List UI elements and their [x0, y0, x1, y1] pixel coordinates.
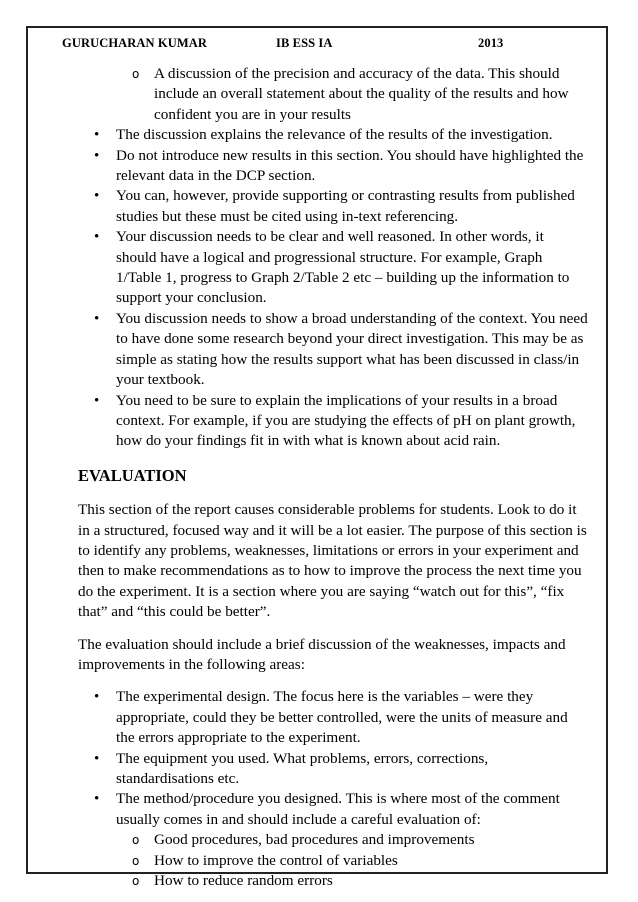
paragraph: This section of the report causes considerable problems for students. Look to do it in a structured, focused way and it will be a lot easier. The purpose of this section is to identify any problems, weaknesses, limitations or errors in your experiment and then to make recommendations as to how to improve the process the next time you do the experiment. It is a section where you are saying “watch out for this”, “fix that” and “this could be better”. — [78, 501, 587, 621]
bullet-icon: • — [94, 147, 100, 164]
list-item — [78, 227, 588, 309]
list-item-text: Do not introduce new results in this section. You should have highlighted the relevant data in the DCP section. — [116, 146, 584, 185]
circle-bullet-icon: o — [132, 853, 140, 868]
sub-list-item — [78, 830, 588, 850]
list-item — [78, 186, 588, 227]
header-year: 2013 — [478, 36, 504, 50]
sub-item-text: Good procedures, bad procedures and improvements — [154, 831, 475, 849]
bullet-icon: • — [94, 310, 100, 327]
section-heading: EVALUATION — [78, 465, 187, 485]
list-item-text: The equipment you used. What problems, errors, corrections, standardisations etc. — [116, 749, 489, 787]
sub-list-item — [78, 851, 588, 871]
header-author: GURUCHARAN KUMAR — [62, 36, 207, 50]
paragraph: The evaluation should include a brief discussion of the weaknesses, impacts and improvements in the following areas: — [78, 635, 566, 673]
list-item — [78, 125, 588, 145]
list-item — [78, 146, 588, 187]
circle-bullet-icon: o — [132, 833, 140, 848]
bullet-icon: • — [94, 229, 100, 246]
sub-item-text: How to reduce random errors — [154, 872, 333, 890]
list-item-text: The experimental design. The focus here is the variables – were they appropriate, could they be better controlled, were the units of measure and the errors appropriate to the experiment. — [116, 688, 568, 747]
list-item — [78, 309, 588, 391]
list-item-text: You can, however, provide supporting or contrasting results from published studies but these must be cited using in-text referencing. — [116, 187, 575, 225]
bullet-icon: • — [94, 392, 100, 409]
bullet-icon: • — [94, 689, 100, 706]
bullet-icon: • — [94, 127, 100, 144]
intro-sublist — [78, 64, 588, 125]
list-item-text: Your discussion needs to be clear and well reasoned. In other words, it should have a logical and progressional structure. For example, Graph 1/Table 1, progress to Graph 2/Table 2 etc – building up the information to support your conclusion. — [116, 228, 570, 307]
sub-list-item — [78, 871, 588, 891]
list-item-text: The discussion explains the relevance of the results of the investigation. — [116, 126, 553, 144]
circle-bullet-icon: o — [132, 67, 140, 81]
list-item — [78, 391, 588, 452]
header-course: IB ESS IA — [276, 36, 333, 50]
bullet-icon: • — [94, 750, 100, 767]
sub-item-text: How to improve the control of variables — [154, 851, 398, 869]
bullet-icon: • — [94, 188, 100, 205]
list-item — [78, 749, 588, 790]
sub-list-item — [78, 64, 588, 125]
discussion-bullet-list — [78, 125, 588, 452]
list-item-text: You discussion needs to show a broad understanding of the context. You need to have done some research beyond your direct investigation. This may be as simple as stating how the results support what has been discussed in class/in your textbook. — [116, 309, 588, 389]
evaluation-sublist — [78, 830, 588, 891]
circle-bullet-icon: o — [132, 874, 140, 889]
list-item-text: The method/procedure you designed. This is where most of the comment usually comes in and should include a careful evaluation of: — [116, 790, 560, 828]
list-item-text: You need to be sure to explain the implications of your results in a broad context. For example, if you are studying the effects of pH on plant growth, how do your findings fit in with what is known about acid rain. — [116, 391, 576, 450]
evaluation-bullet-list — [78, 687, 588, 830]
sub-item-text: A discussion of the precision and accuracy of the data. This should include an overall statement about the quality of the results and how confident you are in your results — [154, 65, 569, 123]
list-item — [78, 789, 588, 830]
bullet-icon: • — [94, 791, 100, 808]
document-body — [78, 64, 588, 891]
list-item — [78, 687, 588, 748]
